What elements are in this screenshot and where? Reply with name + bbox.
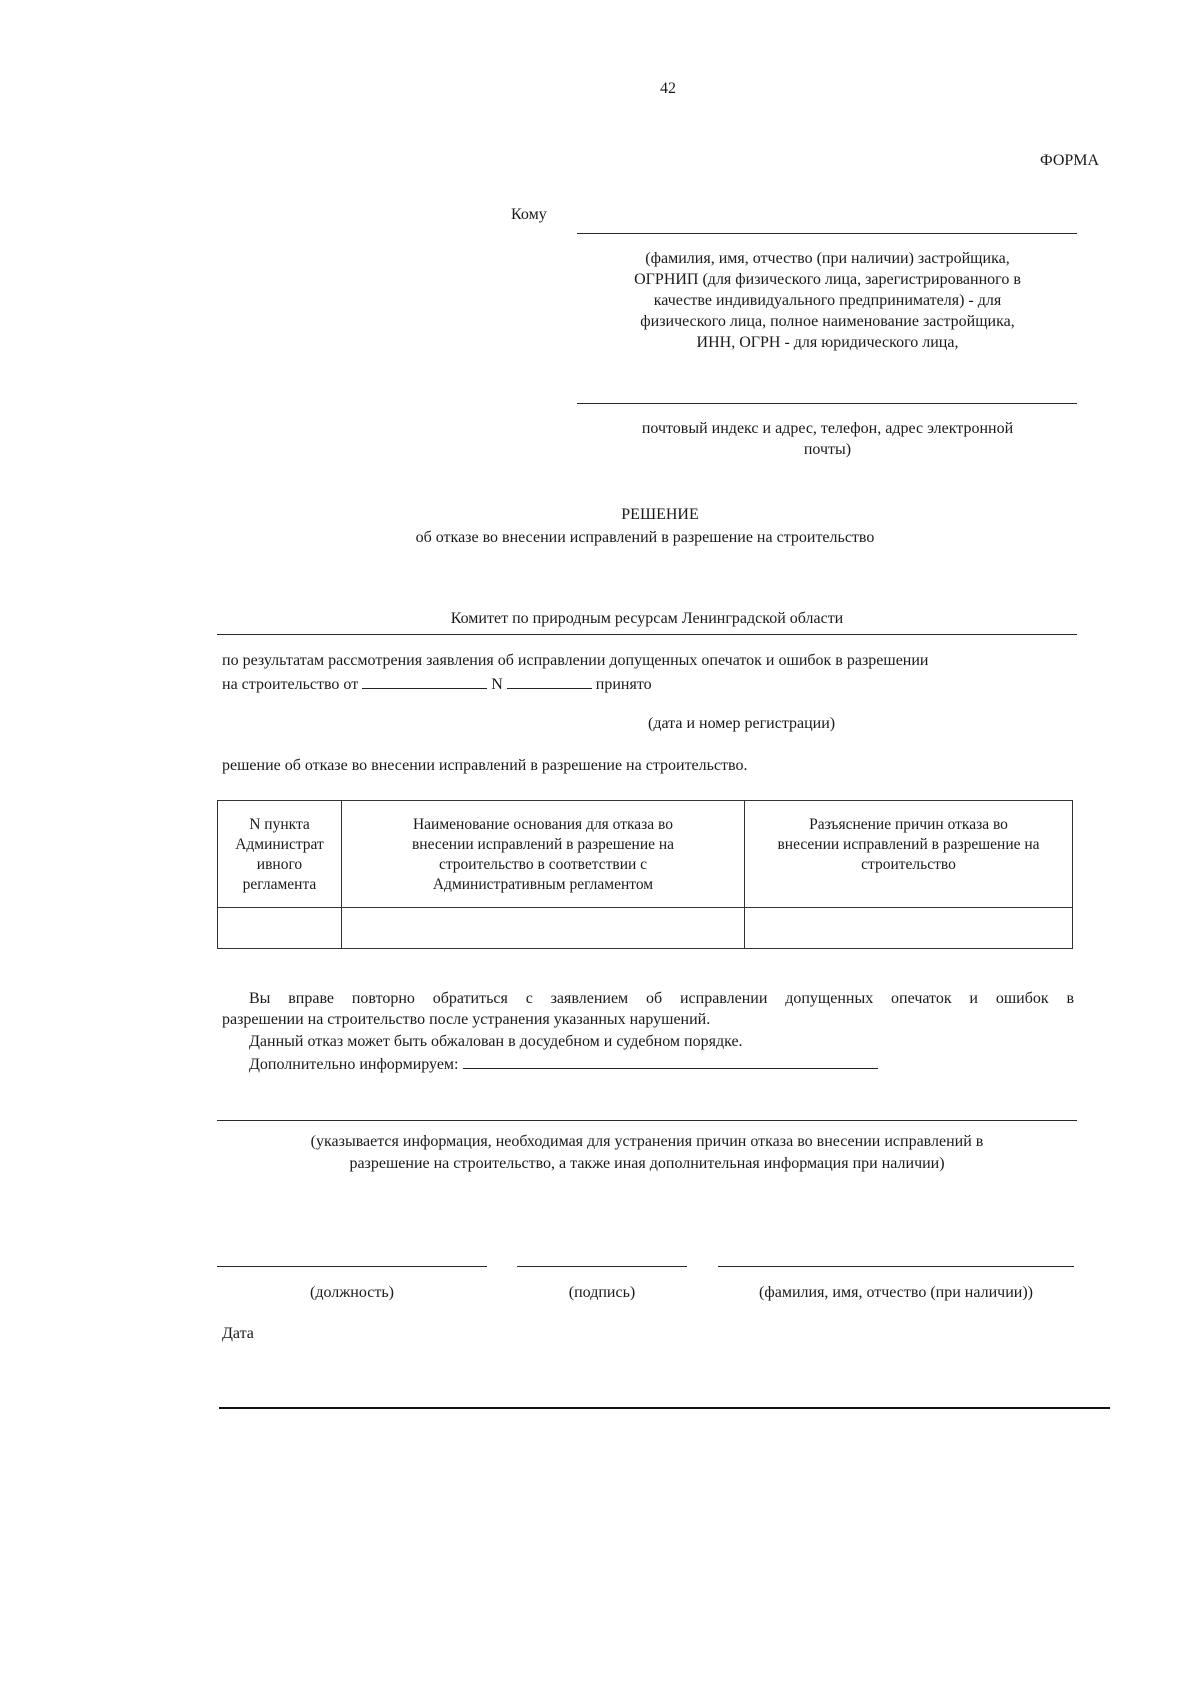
form-label: ФОРМА [1040,152,1100,169]
recipient-address-caption [575,418,1080,460]
recipient-label: Кому [511,206,547,223]
header-text-line: Наименование основания для отказа во [412,816,674,833]
info-caption-line-2: разрешение на строительство, а также иная дополнительная информация при наличии) [349,1155,945,1172]
address-caption-line: почтовый индекс и адрес, телефон, адрес электронной [641,420,1014,437]
authority-line [217,634,1077,635]
table-header-row [218,801,1073,908]
recipient-caption-line: качестве индивидуального предпринимателя) - для [653,292,1002,309]
full-name-line[interactable] [718,1266,1074,1267]
application-number-field[interactable] [507,672,592,689]
table-cell[interactable] [218,908,342,949]
header-text-line: Разъяснение причин отказа во [809,816,1008,833]
position-caption: (должность) [310,1284,394,1301]
authority-name: Комитет по природным ресурсам Ленинградской области [450,610,844,627]
header-text-line: Административным регламентом [432,876,654,893]
additional-info-line[interactable] [217,1120,1077,1121]
intro-number-sign: N [491,676,503,693]
closing-line-2: разрешении на строительство после устранения указанных нарушений. [222,1011,711,1028]
position-line[interactable] [217,1266,487,1267]
table-cell[interactable] [745,908,1073,949]
decision-line: решение об отказе во внесении исправлений в разрешение на строительство. [222,757,748,774]
intro-line-2-prefix: на строительство от [222,676,359,693]
intro-line-2-suffix: принято [595,676,652,693]
closing-paragraph [222,988,1074,1009]
header-text-line: строительство в соответствии с [438,856,648,873]
recipient-caption-line: (фамилия, имя, отчество (при наличии) застройщика, [645,250,1010,267]
additional-info-label: Дополнительно информируем: [249,1056,459,1073]
recipient-caption [575,248,1080,353]
closing-line-1: Вы вправе повторно обратиться с заявлением об исправлении допущенных опечаток и ошибок в [249,990,1074,1007]
bottom-rule [219,1407,1110,1409]
closing-line-3: Данный отказ может быть обжалован в досудебном и судебном порядке. [249,1033,743,1050]
full-name-caption: (фамилия, имя, отчество (при наличии)) [759,1284,1033,1301]
recipient-address-line[interactable] [577,403,1077,404]
date-label: Дата [222,1325,254,1342]
registration-caption: (дата и номер регистрации) [648,715,836,732]
info-caption-line-1: (указывается информация, необходимая для устранения причин отказа во внесении исправлений в [310,1133,984,1150]
header-text-line: внесении исправлений в разрешение на [777,836,1040,853]
closing-line-4 [249,1052,878,1075]
signature-line[interactable] [517,1266,687,1267]
document-title: РЕШЕНИЕ [621,506,699,523]
recipient-name-line[interactable] [577,233,1077,234]
intro-line-2 [222,672,652,695]
recipient-caption-line: физического лица, полное наименование застройщика, [640,313,1015,330]
table-cell[interactable] [342,908,745,949]
address-caption-line: почты) [803,441,852,458]
header-text-line: регламента [242,876,317,893]
table-header-cell [218,801,342,908]
header-text-line: ивного [256,856,303,873]
header-text-line: Администрат [235,836,324,853]
recipient-caption-line: ИНН, ОГРН - для юридического лица, [696,334,959,351]
application-date-field[interactable] [362,672,487,689]
recipient-caption-line: ОГРНИП (для физического лица, зарегистрированного в [634,271,1021,288]
intro-line-1: по результатам рассмотрения заявления об исправлении допущенных опечаток и ошибок в разрешении [222,652,929,669]
signature-caption: (подпись) [568,1284,636,1301]
header-text-line: строительство [861,856,956,873]
table-header-cell [342,801,745,908]
document-subtitle: об отказе во внесении исправлений в разрешение на строительство [415,529,875,546]
header-text-line: N пункта [249,816,310,833]
table-row [218,908,1073,949]
additional-info-field[interactable] [463,1052,878,1069]
page-number: 42 [660,80,676,97]
table-header-cell [745,801,1073,908]
refusal-reasons-table [217,800,1073,949]
header-text-line: внесении исправлений в разрешение на [411,836,675,853]
